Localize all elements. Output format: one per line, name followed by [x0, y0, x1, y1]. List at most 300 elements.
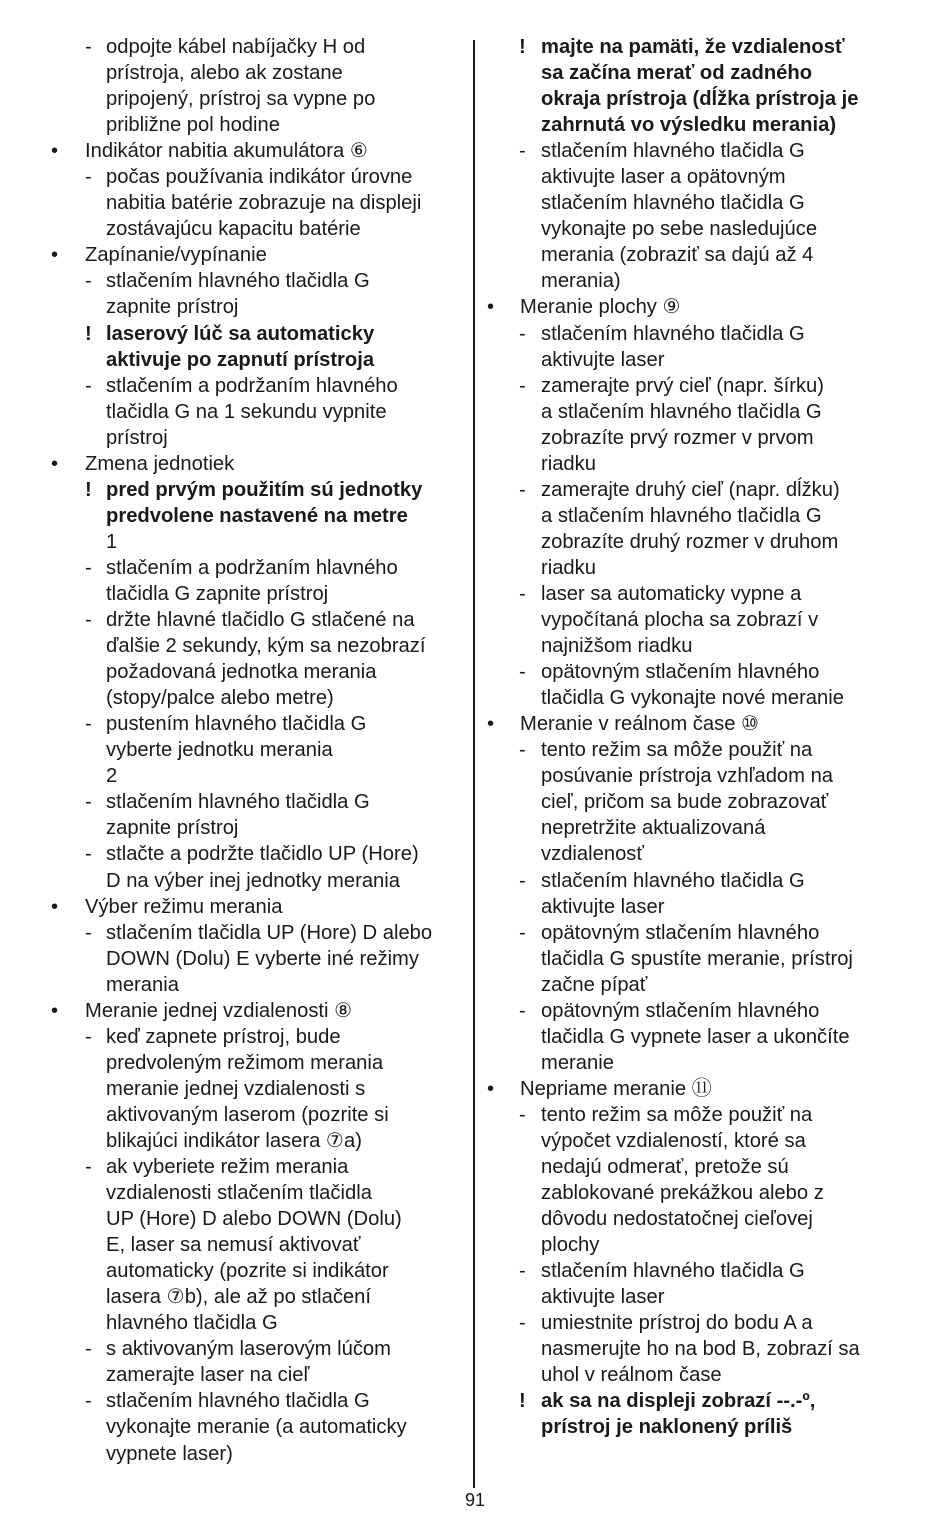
- line-text: vykonajte po sebe nasledujúce: [541, 218, 818, 241]
- text-line: [487, 633, 907, 659]
- line-text: umiestnite prístroj do bodu A a: [541, 1312, 813, 1335]
- text-line: [487, 373, 907, 399]
- dash-marker: -: [519, 322, 526, 345]
- line-text: stlačením a podržaním hlavného: [106, 556, 398, 579]
- text-line: [51, 321, 466, 347]
- line-text: vypnete laser): [106, 1442, 233, 1465]
- line-text: E, laser sa nemusí aktivovať: [106, 1234, 361, 1257]
- text-line: [51, 425, 466, 451]
- text-line: [487, 711, 907, 737]
- text-line: [51, 60, 466, 86]
- line-text: výpočet vzdialeností, ktoré sa: [541, 1129, 806, 1152]
- line-text: ak vyberiete režim merania: [106, 1156, 349, 1179]
- dash-item: [487, 581, 907, 659]
- text-line: [487, 1258, 907, 1284]
- line-text: Indikátor nabitia akumulátora ⑥: [85, 140, 368, 163]
- text-line: [51, 972, 466, 998]
- dash-marker: -: [519, 140, 526, 163]
- line-text: predvoleným režimom merania: [106, 1051, 384, 1074]
- line-text: tento režim sa môže použiť na: [541, 1103, 813, 1126]
- dash-item: [487, 737, 907, 867]
- dash-marker: -: [519, 869, 526, 892]
- line-text: vyberte jednotku merania: [106, 739, 333, 762]
- step-number: [51, 763, 466, 789]
- text-line: [487, 399, 907, 425]
- bullet-marker: •: [487, 296, 495, 319]
- text-line: [51, 685, 466, 711]
- line-text: uhol v reálnom čase: [541, 1364, 722, 1387]
- text-line: [487, 581, 907, 607]
- line-text: a stlačením hlavného tlačidla G: [541, 504, 822, 527]
- line-text: UP (Hore) D alebo DOWN (Dolu): [106, 1208, 402, 1231]
- line-text: ak sa na displeji zobrazí --.-º,: [541, 1390, 816, 1413]
- text-line: [487, 294, 907, 320]
- text-line: [51, 659, 466, 685]
- text-line: [51, 1441, 466, 1467]
- line-text: Meranie jednej vzdialenosti ⑧: [85, 999, 353, 1022]
- dash-item: [487, 998, 907, 1076]
- line-text: zamerajte laser na cieľ: [106, 1364, 310, 1387]
- line-text: meranie jednej vzdialenosti s: [106, 1077, 366, 1100]
- line-text: (stopy/palce alebo metre): [106, 687, 334, 710]
- dash-marker: -: [85, 374, 92, 397]
- text-line: [51, 1258, 466, 1284]
- line-text: DOWN (Dolu) E vyberte iné režimy: [106, 947, 419, 970]
- line-text: zostávajúcu kapacitu batérie: [106, 218, 361, 241]
- warning-marker: !: [519, 36, 526, 58]
- text-line: [51, 112, 466, 138]
- line-text: stlačením hlavného tlačidla G: [541, 192, 805, 215]
- text-line: [487, 946, 907, 972]
- dash-marker: -: [519, 661, 526, 684]
- warning-note: [487, 1388, 907, 1440]
- line-text: odpojte kábel nabíjačky H od: [106, 36, 366, 58]
- text-line: [51, 1336, 466, 1362]
- text-line: [51, 1180, 466, 1206]
- line-text: vypočítaná plocha sa zobrazí v: [541, 609, 819, 632]
- dash-marker: -: [519, 739, 526, 762]
- line-text: stlačením hlavného tlačidla G: [106, 1390, 370, 1413]
- text-line: [487, 138, 907, 164]
- text-line: [487, 1232, 907, 1258]
- line-text: stlačením hlavného tlačidla G: [541, 1260, 805, 1283]
- right-text-column: [487, 34, 907, 1441]
- dash-item: [51, 1154, 466, 1336]
- line-text: zobrazíte druhý rozmer v druhom: [541, 530, 839, 553]
- text-line: [51, 1388, 466, 1414]
- bullet-heading: [51, 998, 466, 1024]
- bullet-marker: •: [487, 713, 495, 736]
- line-text: zamerajte prvý cieľ (napr. šírku): [541, 374, 824, 397]
- line-text: stlačením hlavného tlačidla G: [541, 140, 805, 163]
- line-text: pripojený, prístroj sa vypne po: [106, 88, 376, 111]
- dash-item: [487, 659, 907, 711]
- text-line: [487, 190, 907, 216]
- text-line: [51, 633, 466, 659]
- line-text: hlavného tlačidla G: [106, 1312, 278, 1335]
- text-line: [51, 555, 466, 581]
- dash-item: [487, 138, 907, 294]
- dash-item: [487, 1310, 907, 1388]
- line-text: tlačidla G spustíte meranie, prístroj: [541, 947, 853, 970]
- line-text: D na výber inej jednotky merania: [106, 869, 400, 892]
- text-line: [487, 347, 907, 373]
- line-text: Nepriame meranie ⑪: [520, 1077, 712, 1100]
- line-text: držte hlavné tlačidlo G stlačené na: [106, 609, 415, 632]
- text-line: [487, 1102, 907, 1128]
- text-line: [487, 529, 907, 555]
- text-line: [51, 815, 466, 841]
- line-text: stlačením hlavného tlačidla G: [106, 270, 370, 293]
- line-text: plochy: [541, 1234, 600, 1257]
- text-line: [487, 1336, 907, 1362]
- text-line: [487, 763, 907, 789]
- text-line: [487, 1154, 907, 1180]
- text-line: [487, 1206, 907, 1232]
- warning-marker: !: [519, 1390, 526, 1413]
- dash-item: [487, 321, 907, 373]
- line-text: 1: [106, 530, 118, 553]
- warning-marker: !: [85, 322, 92, 345]
- line-text: tlačidla G zapnite prístroj: [106, 582, 329, 605]
- bullet-marker: •: [51, 999, 59, 1022]
- line-text: zablokované prekážkou alebo z: [541, 1182, 824, 1205]
- line-text: zamerajte druhý cieľ (napr. dĺžku): [541, 478, 840, 501]
- dash-item: [51, 789, 466, 841]
- line-text: Zapínanie/vypínanie: [85, 244, 267, 267]
- line-text: merania: [106, 973, 179, 996]
- line-text: vzdialenosti stlačením tlačidla: [106, 1182, 372, 1205]
- text-line: [51, 190, 466, 216]
- line-text: opätovným stlačením hlavného: [541, 921, 820, 944]
- text-line: [487, 34, 907, 60]
- dash-item: [51, 920, 466, 998]
- text-line: [51, 1362, 466, 1388]
- text-line: [487, 112, 907, 138]
- text-line: [51, 268, 466, 294]
- dash-marker: -: [85, 1338, 92, 1361]
- line-text: majte na pamäti, že vzdialenosť: [541, 36, 845, 58]
- text-line: [51, 607, 466, 633]
- text-line: [51, 946, 466, 972]
- text-line: [487, 321, 907, 347]
- dash-item: [51, 607, 466, 711]
- line-text: opätovným stlačením hlavného: [541, 999, 820, 1022]
- line-text: nepretržite aktualizovaná: [541, 817, 766, 840]
- text-line: [51, 451, 466, 477]
- bullet-heading: [51, 894, 466, 920]
- text-line: [51, 216, 466, 242]
- text-line: [487, 1362, 907, 1388]
- text-line: [487, 737, 907, 763]
- line-text: predvolene nastavené na metre: [106, 504, 408, 527]
- text-line: [487, 1024, 907, 1050]
- text-line: [51, 164, 466, 190]
- dash-item: [487, 1102, 907, 1258]
- bullet-marker: •: [51, 244, 59, 267]
- text-line: [487, 477, 907, 503]
- dash-marker: -: [519, 1103, 526, 1126]
- text-line: [51, 373, 466, 399]
- text-line: [487, 1284, 907, 1310]
- dash-marker: -: [85, 791, 92, 814]
- line-text: nabitia batérie zobrazuje na displeji: [106, 192, 422, 215]
- dash-marker: -: [85, 843, 92, 866]
- text-line: [487, 268, 907, 294]
- bullet-heading: [51, 242, 466, 268]
- dash-marker: -: [519, 374, 526, 397]
- line-text: zobrazíte prvý rozmer v prvom: [541, 426, 814, 449]
- text-line: [487, 868, 907, 894]
- text-line: [51, 737, 466, 763]
- text-line: [487, 451, 907, 477]
- line-text: merania (zobraziť sa dajú až 4: [541, 244, 814, 267]
- bullet-marker: •: [51, 895, 59, 918]
- bullet-heading: [487, 294, 907, 320]
- line-text: začne pípať: [541, 973, 648, 996]
- bullet-marker: •: [51, 452, 59, 475]
- text-line: [51, 1102, 466, 1128]
- text-line: [487, 685, 907, 711]
- text-line: [51, 1128, 466, 1154]
- line-text: stlačením hlavného tlačidla G: [541, 322, 805, 345]
- text-line: [51, 477, 466, 503]
- text-line: [51, 998, 466, 1024]
- warning-note: [487, 34, 907, 138]
- dash-item: [51, 841, 466, 893]
- line-text: aktivujte laser: [541, 1286, 665, 1309]
- line-text: blikajúci indikátor lasera ⑦a): [106, 1129, 362, 1152]
- line-text: nasmerujte ho na bod B, zobrazí sa: [541, 1338, 860, 1361]
- line-text: Meranie v reálnom čase ⑩: [520, 713, 760, 736]
- text-line: [51, 1284, 466, 1310]
- line-text: tento režim sa môže použiť na: [541, 739, 813, 762]
- dash-item: [51, 1024, 466, 1154]
- text-line: [487, 86, 907, 112]
- line-text: keď zapnete prístroj, bude: [106, 1025, 341, 1048]
- text-line: [487, 1310, 907, 1336]
- dash-item: [51, 34, 466, 138]
- text-line: [487, 555, 907, 581]
- line-text: stlačením hlavného tlačidla G: [106, 791, 370, 814]
- line-text: približne pol hodine: [106, 114, 280, 137]
- line-text: s aktivovaným laserovým lúčom: [106, 1338, 391, 1361]
- dash-item: [487, 1258, 907, 1310]
- text-line: [51, 581, 466, 607]
- text-line: [487, 216, 907, 242]
- line-text: požadovaná jednotka merania: [106, 661, 377, 684]
- dash-item: [51, 1336, 466, 1388]
- dash-marker: -: [519, 478, 526, 501]
- dash-marker: -: [85, 921, 92, 944]
- line-text: Zmena jednotiek: [85, 452, 235, 475]
- bullet-heading: [487, 711, 907, 737]
- line-text: aktivujte laser: [541, 895, 665, 918]
- line-text: počas používania indikátor úrovne: [106, 166, 413, 189]
- text-line: [51, 789, 466, 815]
- line-text: a stlačením hlavného tlačidla G: [541, 400, 822, 423]
- text-line: [51, 1076, 466, 1102]
- text-line: [51, 86, 466, 112]
- dash-item: [487, 477, 907, 581]
- line-text: aktivovaným laserom (pozrite si: [106, 1103, 389, 1126]
- text-line: [51, 399, 466, 425]
- line-text: aktivujte laser a opätovným: [541, 166, 786, 189]
- dash-item: [487, 868, 907, 920]
- dash-item: [51, 555, 466, 607]
- line-text: cieľ, pričom sa bude zobrazovať: [541, 791, 829, 814]
- line-text: sa začína merať od zadného: [541, 62, 813, 85]
- dash-marker: -: [85, 1390, 92, 1413]
- text-line: [51, 894, 466, 920]
- line-text: pustením hlavného tlačidla G: [106, 713, 367, 736]
- line-text: posúvanie prístroja vzhľadom na: [541, 765, 834, 788]
- bullet-heading: [51, 451, 466, 477]
- text-line: [487, 425, 907, 451]
- dash-item: [51, 164, 466, 242]
- line-text: riadku: [541, 452, 596, 475]
- text-line: [51, 763, 466, 789]
- text-line: [487, 164, 907, 190]
- text-line: [51, 1154, 466, 1180]
- dash-marker: -: [85, 166, 92, 189]
- line-text: okraja prístroja (dĺžka prístroja je: [541, 88, 859, 111]
- line-text: ďalšie 2 sekundy, kým sa nezobrazí: [106, 635, 426, 658]
- text-line: [51, 1232, 466, 1258]
- text-line: [487, 60, 907, 86]
- dash-item: [51, 1388, 466, 1466]
- text-line: [51, 920, 466, 946]
- text-line: [51, 347, 466, 373]
- line-text: zapnite prístroj: [106, 296, 239, 319]
- left-text-column: [51, 34, 466, 1467]
- line-text: merania): [541, 270, 621, 293]
- line-text: laser sa automaticky vypne a: [541, 582, 802, 605]
- text-line: [51, 503, 466, 529]
- line-text: stlačením hlavného tlačidla G: [541, 869, 805, 892]
- text-line: [487, 920, 907, 946]
- dash-marker: -: [85, 1025, 92, 1048]
- text-line: [51, 294, 466, 320]
- line-text: opätovným stlačením hlavného: [541, 661, 820, 684]
- text-line: [51, 138, 466, 164]
- dash-item: [51, 268, 466, 320]
- dash-marker: -: [85, 556, 92, 579]
- bullet-heading: [487, 1076, 907, 1102]
- warning-marker: !: [85, 478, 92, 501]
- line-text: najnižšom riadku: [541, 635, 693, 658]
- dash-marker: -: [519, 921, 526, 944]
- step-number: [51, 529, 466, 555]
- dash-item: [51, 711, 466, 763]
- text-line: [487, 1414, 907, 1440]
- text-line: [487, 1388, 907, 1414]
- dash-item: [487, 920, 907, 998]
- line-text: prístroja, alebo ak zostane: [106, 62, 343, 85]
- text-line: [487, 1128, 907, 1154]
- bullet-marker: •: [51, 140, 59, 163]
- line-text: aktivujte laser: [541, 348, 665, 371]
- text-line: [51, 1050, 466, 1076]
- text-line: [51, 242, 466, 268]
- line-text: Meranie plochy ⑨: [520, 296, 681, 319]
- text-line: [51, 1310, 466, 1336]
- dash-marker: -: [85, 713, 92, 736]
- line-text: stlačením tlačidla UP (Hore) D alebo: [106, 921, 433, 944]
- text-line: [51, 34, 466, 60]
- text-line: [487, 659, 907, 685]
- line-text: prístroj je naklonený príliš: [541, 1416, 793, 1439]
- text-line: [51, 1414, 466, 1440]
- line-text: zapnite prístroj: [106, 817, 239, 840]
- text-line: [487, 841, 907, 867]
- text-line: [487, 607, 907, 633]
- line-text: vzdialenosť: [541, 843, 644, 866]
- line-text: zahrnutá vo výsledku merania): [541, 114, 837, 137]
- text-line: [487, 1180, 907, 1206]
- dash-marker: -: [519, 999, 526, 1022]
- bullet-marker: •: [487, 1077, 495, 1100]
- dash-marker: -: [519, 1312, 526, 1335]
- dash-marker: -: [519, 1260, 526, 1283]
- text-line: [487, 972, 907, 998]
- line-text: automaticky (pozrite si indikátor: [106, 1260, 389, 1283]
- text-line: [487, 503, 907, 529]
- line-text: 2: [106, 765, 118, 788]
- line-text: dôvodu nedostatočnej cieľovej: [541, 1208, 813, 1231]
- warning-note: [51, 321, 466, 373]
- line-text: riadku: [541, 556, 596, 579]
- warning-note: [51, 477, 466, 529]
- text-line: [51, 1024, 466, 1050]
- text-line: [51, 1206, 466, 1232]
- text-line: [487, 242, 907, 268]
- line-text: meranie: [541, 1051, 614, 1074]
- line-text: stlačením a podržaním hlavného: [106, 374, 398, 397]
- dash-marker: -: [85, 1156, 92, 1179]
- line-text: laserový lúč sa automaticky: [106, 322, 375, 345]
- text-line: [51, 868, 466, 894]
- line-text: lasera ⑦b), ale až po stlačení: [106, 1286, 371, 1309]
- text-line: [51, 529, 466, 555]
- dash-item: [51, 373, 466, 451]
- line-text: tlačidla G vykonajte nové meranie: [541, 687, 844, 710]
- line-text: stlačte a podržte tlačidlo UP (Hore): [106, 843, 419, 866]
- text-line: [487, 789, 907, 815]
- line-text: pred prvým použitím sú jednotky: [106, 478, 423, 501]
- line-text: tlačidla G vypnete laser a ukončíte: [541, 1025, 850, 1048]
- text-line: [487, 1050, 907, 1076]
- dash-marker: -: [85, 270, 92, 293]
- text-line: [51, 711, 466, 737]
- line-text: prístroj: [106, 426, 168, 449]
- text-line: [51, 841, 466, 867]
- text-line: [487, 1076, 907, 1102]
- line-text: vykonajte meranie (a automaticky: [106, 1416, 407, 1439]
- dash-marker: -: [519, 582, 526, 605]
- dash-marker: -: [85, 36, 92, 58]
- page-number: 91: [464, 1490, 486, 1510]
- text-line: [487, 998, 907, 1024]
- dash-marker: -: [85, 609, 92, 632]
- line-text: nedajú odmerať, pretože sú: [541, 1156, 789, 1179]
- text-line: [487, 815, 907, 841]
- text-line: [487, 894, 907, 920]
- line-text: aktivuje po zapnutí prístroja: [106, 348, 375, 371]
- line-text: Výber režimu merania: [85, 895, 283, 918]
- column-divider: [473, 40, 475, 1488]
- line-text: tlačidla G na 1 sekundu vypnite: [106, 400, 387, 423]
